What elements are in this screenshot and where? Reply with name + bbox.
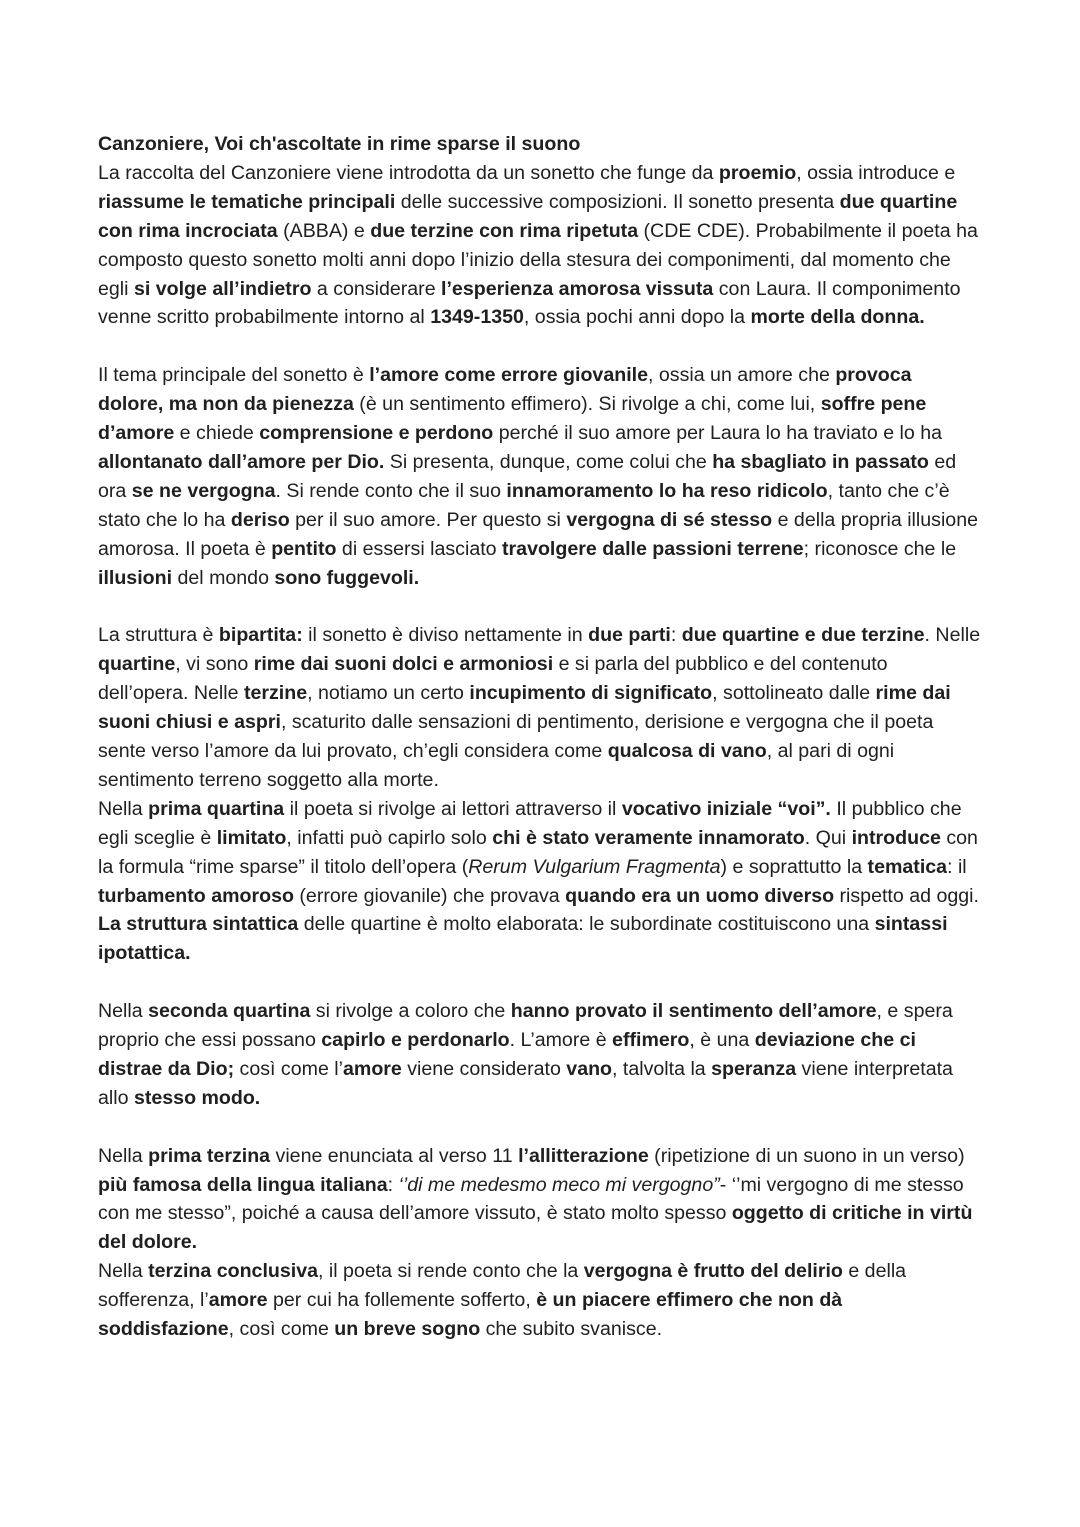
paragraph-gap — [98, 592, 982, 621]
bold-text: quando era un uomo diverso — [565, 884, 835, 907]
text-run: Il tema principale del sonetto è — [98, 364, 370, 387]
paragraph-gap — [98, 1113, 982, 1142]
paragraph-gap — [98, 332, 982, 361]
text-run: : — [670, 624, 682, 647]
text-run: del mondo — [172, 566, 275, 589]
bold-text: terzina conclusiva — [148, 1260, 318, 1283]
paragraph-intro — [98, 159, 982, 332]
bold-text: chi è stato veramente innamorato — [492, 826, 805, 849]
text-run: (CDE CDE). Probabilmente il poeta ha composto questo sonetto molti anni dopo l’inizio della stesura dei componimenti, dal momento che egli — [98, 219, 978, 300]
paragraph-gap — [98, 968, 982, 997]
bold-text: più famosa della lingua italiana — [98, 1173, 388, 1196]
bold-text: vergogna di sé stesso — [566, 508, 773, 531]
bold-text: un breve sogno — [334, 1318, 481, 1341]
text-run: La raccolta del Canzoniere viene introdotta da un sonetto che funge da — [98, 161, 719, 184]
bold-text: l’allitterazione — [518, 1144, 649, 1167]
text-run: il poeta si rivolge ai lettori attraverso il — [284, 797, 622, 820]
text-run: - ‘’mi vergogno di me stesso con me stesso”, poiché a causa dell’amore vissuto, è stato molto spesso — [98, 1173, 964, 1225]
bold-text: proemio — [718, 161, 797, 184]
text-run: , tanto che c’è stato che lo ha — [98, 479, 950, 531]
text-run: con Laura. Il componimento venne scritto probabilmente intorno al — [98, 277, 961, 329]
text-run: Si presenta, dunque, come colui che — [384, 450, 713, 473]
bold-text: turbamento amoroso — [98, 884, 294, 907]
bold-text: sintassi ipotattica. — [98, 913, 948, 965]
bold-text: effimero — [612, 1029, 690, 1052]
text-run: , sottolineato dalle — [712, 682, 876, 705]
paragraph-first-quatrain — [98, 795, 982, 968]
text-run: , è una — [689, 1029, 755, 1052]
bold-text: oggetto di critiche in virtù del dolore. — [98, 1202, 973, 1254]
text-run: ) e soprattutto la — [720, 855, 868, 878]
bold-text: hanno provato il sentimento dell’amore — [510, 1000, 877, 1023]
text-run: ; riconosce che le — [803, 537, 957, 560]
bold-text: prima terzina — [148, 1144, 271, 1167]
paragraph-second-quatrain — [98, 997, 982, 1113]
text-run: , al pari di ogni sentimento terreno soggetto alla morte. — [98, 740, 895, 791]
text-run: , ossia un amore che — [647, 364, 836, 387]
bold-text: amore — [343, 1057, 402, 1080]
bold-text: si volge all’indietro — [133, 277, 312, 300]
text-run: Nella — [98, 797, 149, 820]
bold-text: sono fuggevoli. — [274, 566, 420, 589]
text-run: viene considerato — [401, 1057, 567, 1080]
text-run: . Nelle — [924, 624, 981, 647]
text-run: . L’amore è — [509, 1029, 613, 1052]
text-run: La struttura è — [98, 624, 219, 647]
bold-text: prima quartina — [148, 797, 285, 820]
text-run: Il pubblico che egli sceglie è — [98, 797, 962, 849]
bold-text: vocativo iniziale “voi”. — [621, 797, 831, 820]
italic-text: ‘’di me medesmo meco mi vergogno” — [398, 1173, 720, 1196]
bold-text: introduce — [851, 826, 941, 849]
bold-text: seconda quartina — [148, 1000, 311, 1023]
text-run: , ossia pochi anni dopo la — [523, 306, 751, 329]
text-run: per il suo amore. Per questo si — [289, 508, 567, 531]
text-run: (ripetizione di un suono in un verso) — [648, 1144, 965, 1167]
bold-text: provoca dolore, ma non da pienezza — [98, 364, 912, 416]
text-run: , scaturito dalle sensazioni di pentimento, derisione e vergogna che il poeta sente verso l’amore da lui provato, ch’egli considera come — [98, 711, 934, 762]
text-run: ed ora — [98, 450, 957, 502]
text-run: Nella — [98, 1144, 149, 1167]
document-title: Canzoniere, Voi ch'ascoltate in rime sparse il suono — [98, 133, 581, 155]
paragraph-final-tercet — [98, 1257, 982, 1344]
bold-text: allontanato dall’amore per Dio. — [98, 450, 385, 473]
text-run: Nella — [98, 1260, 149, 1283]
text-run: così come l’ — [234, 1057, 343, 1080]
bold-text: soffre pene d’amore — [98, 393, 927, 445]
paragraph-first-tercet — [98, 1142, 982, 1258]
text-run: delle successive composizioni. Il sonetto presenta — [395, 190, 840, 213]
bold-text: deriso — [230, 508, 290, 531]
text-run: , così come — [228, 1318, 335, 1341]
bold-text: è un piacere effimero che non dà soddisfazione — [98, 1289, 843, 1341]
text-run: e si parla del pubblico e del contenuto dell’opera. Nelle — [98, 653, 888, 705]
italic-text: Rerum Vulgarium Fragmenta — [468, 855, 721, 878]
bold-text: l’amore come errore giovanile — [369, 364, 648, 387]
bold-text: bipartita: — [218, 624, 303, 647]
bold-text: innamoramento lo ha reso ridicolo — [506, 479, 828, 502]
bold-text: due parti — [588, 624, 671, 647]
text-run: , notiamo un certo — [307, 682, 470, 705]
bold-text: limitato — [216, 826, 287, 849]
text-run: con la formula “rime sparse” il titolo dell’opera ( — [98, 826, 978, 878]
bold-text: ha sbagliato in passato — [712, 450, 929, 473]
bold-text: capirlo e perdonarlo — [321, 1029, 510, 1052]
bold-text: vano — [566, 1057, 613, 1080]
document-page — [98, 130, 982, 1344]
bold-text: terzine — [243, 682, 308, 705]
text-run: , ossia introduce e — [796, 161, 956, 184]
bold-text: due quartine e due terzine — [681, 624, 925, 647]
text-run: . Qui — [804, 826, 852, 849]
text-run: . Si rende conto che il suo — [275, 479, 507, 502]
text-run: , talvolta la — [612, 1057, 712, 1080]
bold-text: vergogna è frutto del delirio — [583, 1260, 843, 1283]
bold-text: illusioni — [98, 566, 173, 589]
text-run: , vi sono — [175, 653, 254, 676]
bold-text: morte della donna. — [750, 306, 925, 329]
text-run: perché il suo amore per Laura lo ha traviato e lo ha — [493, 422, 943, 445]
bold-text: due quartine con rima incrociata — [98, 190, 958, 242]
text-run: e della sofferenza, l’ — [98, 1260, 907, 1312]
text-run: : il — [947, 855, 967, 878]
bold-text: se ne vergogna — [131, 479, 276, 502]
paragraph-theme — [98, 361, 982, 592]
text-run: : — [387, 1173, 399, 1196]
bold-text: speranza — [711, 1057, 797, 1080]
bold-text: qualcosa di vano — [607, 740, 767, 762]
bold-text: rime dai suoni chiusi e aspri — [98, 682, 951, 734]
text-run: il sonetto è diviso nettamente in — [302, 624, 589, 647]
bold-text: rime dai suoni dolci e armoniosi — [253, 653, 554, 676]
text-run: (errore giovanile) che provava — [293, 884, 566, 907]
text-run: Nella — [98, 1000, 149, 1023]
text-run: si rivolge a coloro che — [310, 1000, 511, 1023]
bold-text: due terzine con rima ripetuta — [370, 219, 639, 242]
bold-text: 1349-1350 — [430, 306, 524, 329]
bold-text: quartine — [98, 653, 176, 676]
text-run: di essersi lasciato — [336, 537, 503, 560]
text-run: (ABBA) e — [277, 219, 371, 242]
bold-text: l’esperienza amorosa vissuta — [441, 277, 714, 300]
bold-text: tematica — [867, 855, 948, 878]
bold-text: incupimento di significato — [469, 682, 713, 705]
text-run: , il poeta si rende conto che la — [318, 1260, 584, 1283]
bold-text: riassume le tematiche principali — [98, 190, 396, 213]
bold-text: amore — [208, 1289, 268, 1312]
text-run: e chiede — [174, 422, 260, 445]
bold-text: deviazione che ci distrae da Dio; — [98, 1029, 916, 1080]
bold-text: pentito — [271, 537, 337, 560]
text-run: , e spera proprio che essi possano — [98, 1000, 953, 1052]
paragraph-structure — [98, 621, 982, 794]
text-run: che subito svanisce. — [480, 1318, 663, 1341]
bold-text: La struttura sintattica — [98, 913, 299, 936]
text-run: e della propria illusione amorosa. Il poeta è — [98, 508, 978, 560]
text-run: viene interpretata allo — [98, 1057, 953, 1109]
text-run: a considerare — [311, 277, 442, 300]
bold-text: stesso modo. — [133, 1086, 261, 1109]
bold-text: travolgere dalle passioni terrene — [502, 537, 804, 560]
text-run: delle quartine è molto elaborata: le subordinate costituiscono una — [298, 913, 875, 936]
text-run: rispetto ad oggi. — [834, 884, 979, 907]
text-run: , infatti può capirlo solo — [286, 826, 493, 849]
text-run: (è un sentimento effimero). Si rivolge a chi, come lui, — [353, 393, 821, 416]
text-run: per cui ha follemente sofferto, — [267, 1289, 537, 1312]
text-run: viene enunciata al verso 11 — [270, 1144, 519, 1167]
bold-text: comprensione e perdono — [259, 422, 494, 445]
